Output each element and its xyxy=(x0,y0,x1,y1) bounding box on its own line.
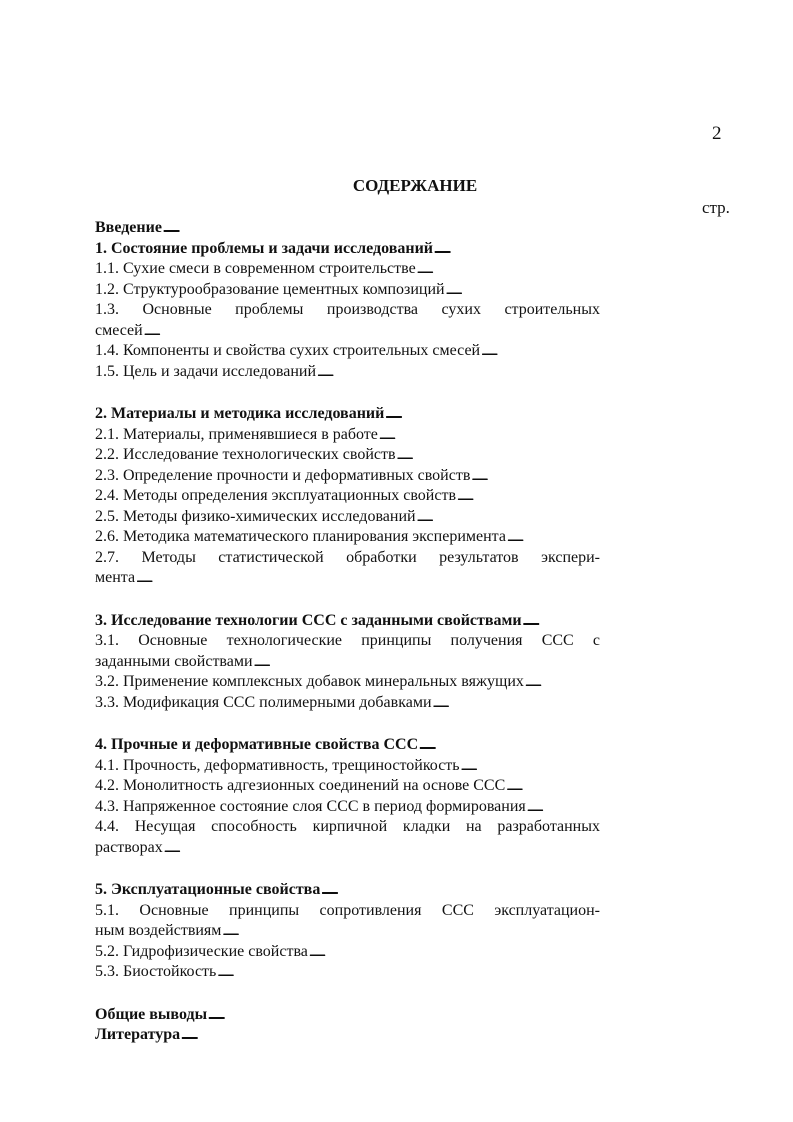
toc-entry xyxy=(95,404,716,425)
toc-entry xyxy=(95,486,716,507)
toc-entry-label: 2.4. Методы определения эксплуатационных свойств xyxy=(95,487,457,504)
toc-entry-label: 4.1. Прочность, деформативность, трещиностойкость xyxy=(95,756,460,774)
toc-entry-label: 4.2. Монолитность адгезионных соединений на основе ССС xyxy=(95,777,506,794)
toc-dot-leader xyxy=(419,735,716,756)
toc-entry xyxy=(95,445,716,466)
table-of-contents xyxy=(95,218,716,1046)
toc-dot-leader xyxy=(434,239,716,260)
toc-dot-leader xyxy=(208,1005,716,1026)
toc-dot-leader xyxy=(417,259,716,280)
toc-entry-label: 5. Эксплуатационные свойства xyxy=(95,881,321,898)
toc-entry xyxy=(95,507,716,528)
toc-entry xyxy=(95,756,716,777)
toc-entry-label: 2.3. Определение прочности и деформативных свойств xyxy=(95,466,471,484)
section-gap xyxy=(95,589,716,611)
toc-entry-label: 1.1. Сухие смеси в современном строительстве xyxy=(95,260,416,277)
toc-dot-leader xyxy=(446,280,716,301)
toc-dot-leader xyxy=(254,652,716,673)
toc-dot-leader xyxy=(457,486,716,507)
toc-entry xyxy=(95,672,716,693)
page-number: 2 xyxy=(712,123,722,144)
toc-entry xyxy=(95,693,716,714)
toc-entry-label: 1.5. Цель и задачи исследований xyxy=(95,362,317,380)
toc-entry-first-line: 5.1. Основные принципы сопротивления ССС эксплуатацион- xyxy=(95,901,600,919)
toc-entry xyxy=(95,776,716,797)
toc-entry-label: 3.3. Модификация ССС полимерными добавками xyxy=(95,693,432,711)
toc-entry xyxy=(95,735,716,756)
toc-entry-first-line: 4.4. Несущая способность кирпичной кладки на разработанных xyxy=(95,818,600,835)
toc-dot-leader xyxy=(481,341,716,362)
toc-entry-label: растворах xyxy=(95,838,163,856)
toc-dot-leader xyxy=(321,880,716,901)
toc-dot-leader xyxy=(379,425,716,446)
toc-entry-label: 1.4. Компоненты и свойства сухих строительных смесей xyxy=(95,342,481,359)
toc-entry xyxy=(95,527,716,548)
toc-entry xyxy=(95,466,716,487)
toc-entry xyxy=(95,797,716,818)
toc-entry xyxy=(95,425,716,446)
toc-entry xyxy=(95,962,716,983)
toc-entry xyxy=(95,1005,716,1026)
toc-entry-label: 2.2. Исследование технологических свойств xyxy=(95,446,396,463)
toc-entry-label: 1. Состояние проблемы и задачи исследований xyxy=(95,239,434,257)
toc-entry xyxy=(95,321,716,342)
toc-entry-label: 1.2. Структурообразование цементных композиций xyxy=(95,280,445,298)
toc-dot-leader xyxy=(317,362,716,383)
toc-entry xyxy=(95,341,716,362)
toc-entry xyxy=(95,259,716,280)
toc-entry xyxy=(95,838,716,859)
toc-entry-label: 4. Прочные и деформативные свойства ССС xyxy=(95,736,419,753)
toc-dot-leader xyxy=(525,672,716,693)
toc-dot-leader xyxy=(397,445,716,466)
toc-entry-first-line: 3.1. Основные технологические принципы получения ССС с xyxy=(95,632,600,649)
toc-entry-label: мента xyxy=(95,569,136,586)
toc-entry-label: Общие выводы xyxy=(95,1005,208,1023)
toc-dot-leader xyxy=(461,756,716,777)
toc-entry xyxy=(95,942,716,963)
toc-dot-leader xyxy=(385,404,716,425)
toc-entry xyxy=(95,568,716,589)
toc-entry xyxy=(95,362,716,383)
toc-entry xyxy=(95,921,716,942)
toc-dot-leader xyxy=(309,942,716,963)
toc-dot-leader xyxy=(523,611,716,632)
toc-entry xyxy=(95,239,716,260)
toc-dot-leader xyxy=(222,921,716,942)
toc-entry-label: смесей xyxy=(95,321,143,339)
toc-entry xyxy=(95,1025,716,1046)
section-gap xyxy=(95,713,716,735)
toc-entry xyxy=(95,880,716,901)
section-gap xyxy=(95,858,716,880)
toc-entry-label: 5.3. Биостойкость xyxy=(95,963,217,980)
section-gap xyxy=(95,983,716,1005)
toc-dot-leader xyxy=(471,466,716,487)
toc-dot-leader xyxy=(164,838,716,859)
toc-entry-label: 3. Исследование технологии ССС с заданными свойствами xyxy=(95,611,522,629)
toc-dot-leader xyxy=(181,1025,716,1046)
toc-entry-first-line: 1.3. Основные проблемы производства сухих строительных xyxy=(95,301,600,318)
toc-dot-leader xyxy=(144,321,716,342)
toc-entry-label: 3.2. Применение комплексных добавок минеральных вяжущих xyxy=(95,673,524,690)
page-title: СОДЕРЖАНИЕ xyxy=(352,176,478,195)
toc-dot-leader xyxy=(217,962,716,983)
toc-entry-label: 4.3. Напряженное состояние слоя ССС в период формирования xyxy=(95,797,526,815)
toc-dot-leader xyxy=(136,568,716,589)
toc-entry-label: 2.6. Методика математического планирования эксперимента xyxy=(95,528,506,545)
toc-entry xyxy=(95,280,716,301)
toc-entry-label: Введение xyxy=(95,219,162,236)
toc-entry-label: 2.5. Методы физико-химических исследований xyxy=(95,507,416,525)
toc-dot-leader xyxy=(506,776,716,797)
toc-dot-leader xyxy=(163,218,716,239)
toc-entry-label: 2. Материалы и методика исследований xyxy=(95,405,385,422)
toc-entry-label: Литература xyxy=(95,1026,181,1043)
toc-entry-label: ным воздействиям xyxy=(95,922,222,939)
toc-dot-leader xyxy=(433,693,716,714)
toc-dot-leader xyxy=(417,507,716,528)
toc-entry xyxy=(95,611,716,632)
page-column-header: стр. xyxy=(702,198,730,217)
toc-entry xyxy=(95,218,716,239)
toc-entry-first-line: 2.7. Методы статистической обработки результатов экспери- xyxy=(95,548,600,566)
toc-entry-label: 5.2. Гидрофизические свойства xyxy=(95,942,308,960)
toc-dot-leader xyxy=(527,797,716,818)
toc-entry-label: 2.1. Материалы, применявшиеся в работе xyxy=(95,425,378,443)
section-gap xyxy=(95,382,716,404)
toc-entry xyxy=(95,652,716,673)
toc-dot-leader xyxy=(507,527,716,548)
toc-entry-label: заданными свойствами xyxy=(95,652,253,670)
